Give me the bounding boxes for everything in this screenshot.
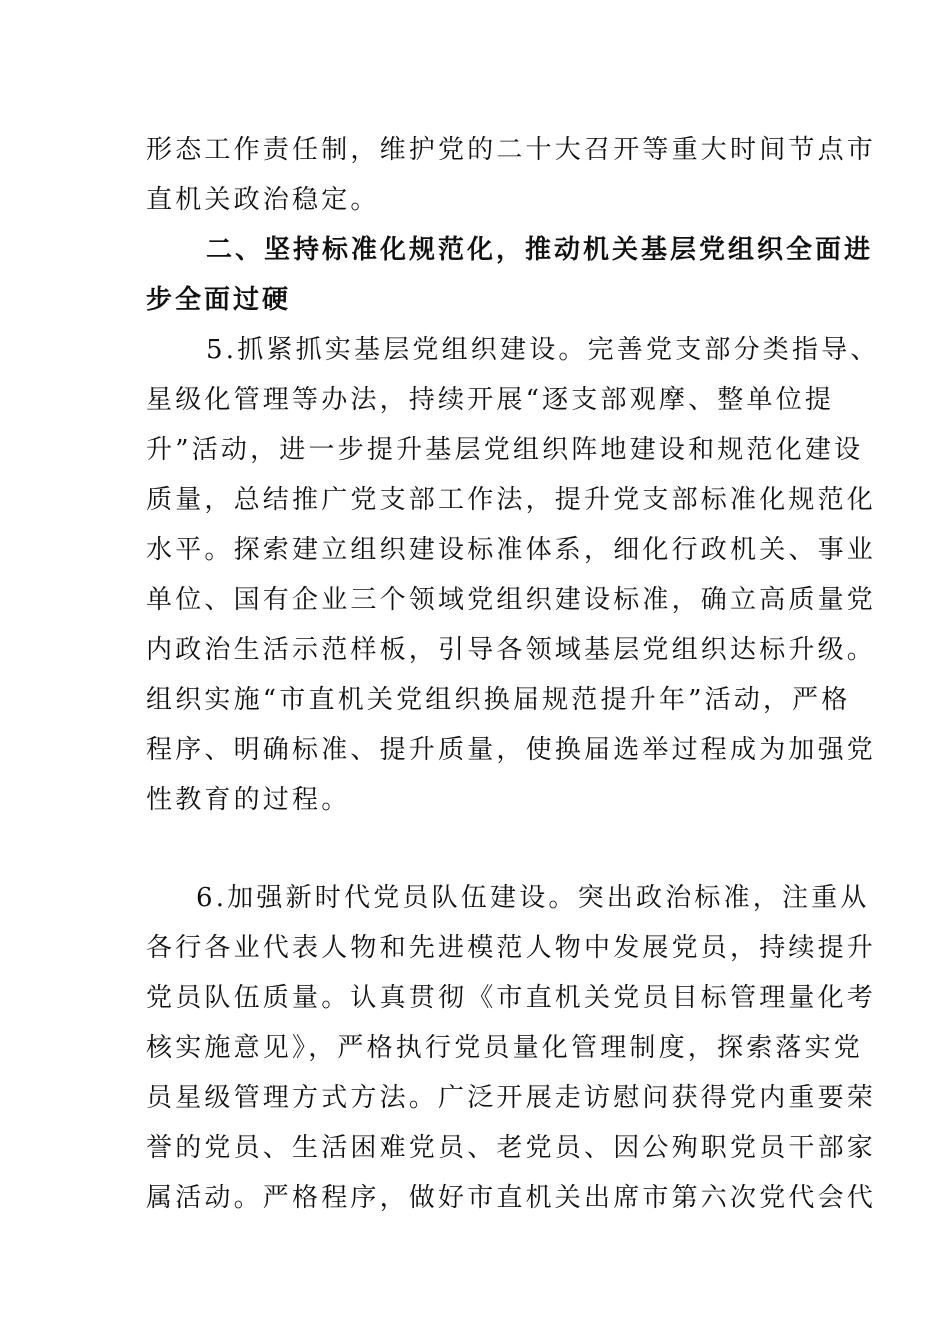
item5-line-3: 升”活动，进一步提升基层党组织阵地建设和规范化建设 [146,435,864,465]
item5-line-5: 水平。探索建立组织建设标准体系，细化行政机关、事业 [146,535,877,565]
item5-line-8: 组织实施“市直机关党组织换届规范提升年”活动，严格 [146,685,851,715]
item5-line-1: 5.抓紧抓实基层党组织建设。完善党支部分类指导、 [206,335,880,365]
item5-line-7: 内政治生活示范样板，引导各领域基层党组织达标升级。 [146,635,877,665]
intro-line-2: 直机关政治稳定。 [146,185,380,215]
item5-line-2: 星级化管理等办法，持续开展“逐支部观摩、整单位提 [146,385,835,415]
item6-line-6: 誉的党员、生活困难党员、老党员、因公殉职党员干部家 [146,1133,877,1163]
item6-line-3: 党员队伍质量。认真贯彻《市直机关党员目标管理量化考 [146,983,877,1013]
item6-line-4: 核实施意见》，严格执行党员量化管理制度，探索落实党 [146,1033,864,1063]
item5-line-4: 质量，总结推广党支部工作法，提升党支部标准化规范化 [146,485,877,515]
item5-line-6: 单位、国有企业三个领域党组织建设标准，确立高质量党 [146,585,877,615]
item5-line-10: 性教育的过程。 [146,785,351,815]
item6-line-7: 属活动。严格程序，做好市直机关出席市第六次党代会代 [146,1183,877,1213]
item6-line-2: 各行各业代表人物和先进模范人物中发展党员，持续提升 [146,933,877,963]
item6-line-1: 6.加强新时代党员队伍建设。突出政治标准，注重从 [196,883,870,913]
item5-line-9: 程序、明确标准、提升质量，使换届选举过程成为加强党 [146,735,877,765]
item6-line-5: 员星级管理方式方法。广泛开展走访慰问获得党内重要荣 [146,1083,877,1113]
section-heading-line-2: 步全面过硬 [146,285,292,315]
section-heading-line-1: 二、坚持标准化规范化，推动机关基层党组织全面进 [206,235,874,265]
intro-line-1: 形态工作责任制，维护党的二十大召开等重大时间节点市 [146,135,877,165]
